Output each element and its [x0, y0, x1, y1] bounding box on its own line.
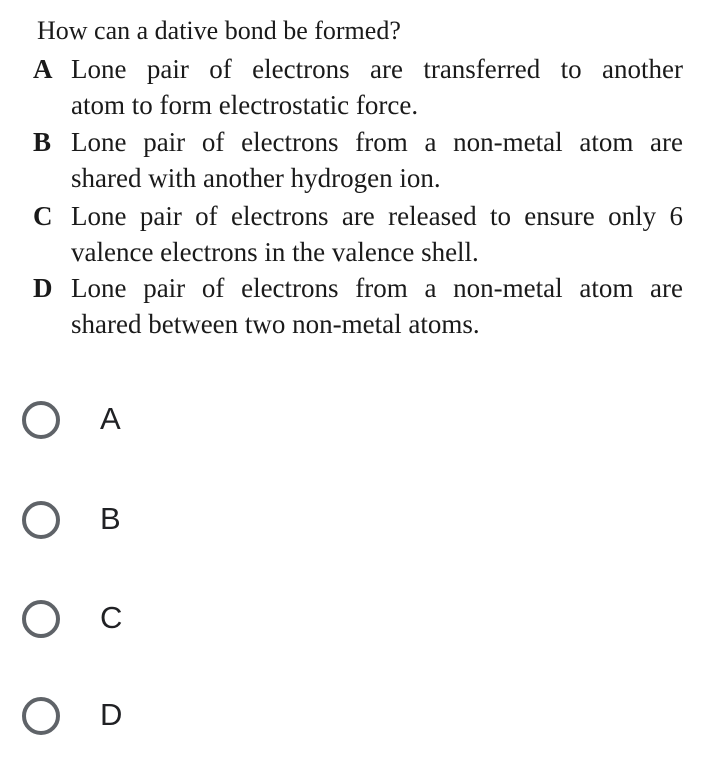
- option-letter: A: [33, 54, 53, 84]
- radio-button-icon[interactable]: [22, 600, 60, 638]
- option-text-line-1: Lone pair of electrons from a non-metal atom are: [71, 127, 683, 157]
- question-image: [0, 0, 711, 350]
- option-text-line-1: Lone pair of electrons are transferred to another: [71, 54, 683, 84]
- choice-d[interactable]: [0, 686, 711, 750]
- choice-a[interactable]: [0, 390, 711, 454]
- option-letter: D: [33, 273, 53, 303]
- choice-label[interactable]: D: [100, 697, 123, 732]
- choice-label[interactable]: B: [100, 501, 121, 536]
- radio-button-icon[interactable]: [22, 401, 60, 439]
- radio-button-icon[interactable]: [22, 501, 60, 539]
- option-letter: B: [33, 127, 52, 157]
- question-title: How can a dative bond be formed?: [37, 16, 401, 45]
- choice-label[interactable]: A: [100, 401, 121, 436]
- choice-c[interactable]: [0, 589, 711, 653]
- option-text-line-1: Lone pair of electrons from a non-metal atom are: [71, 273, 683, 303]
- option-text-line-2: valence electrons in the valence shell.: [71, 237, 479, 267]
- option-letter: C: [33, 201, 53, 231]
- option-text-line-2: atom to form electrostatic force.: [71, 90, 419, 120]
- option-text-line-1: Lone pair of electrons are released to ensure only 6: [71, 201, 683, 231]
- choice-b[interactable]: [0, 490, 711, 554]
- option-text-line-2: shared between two non-metal atoms.: [71, 309, 480, 339]
- choice-label[interactable]: C: [100, 600, 123, 635]
- option-text-line-2: shared with another hydrogen ion.: [71, 163, 441, 193]
- radio-button-icon[interactable]: [22, 697, 60, 735]
